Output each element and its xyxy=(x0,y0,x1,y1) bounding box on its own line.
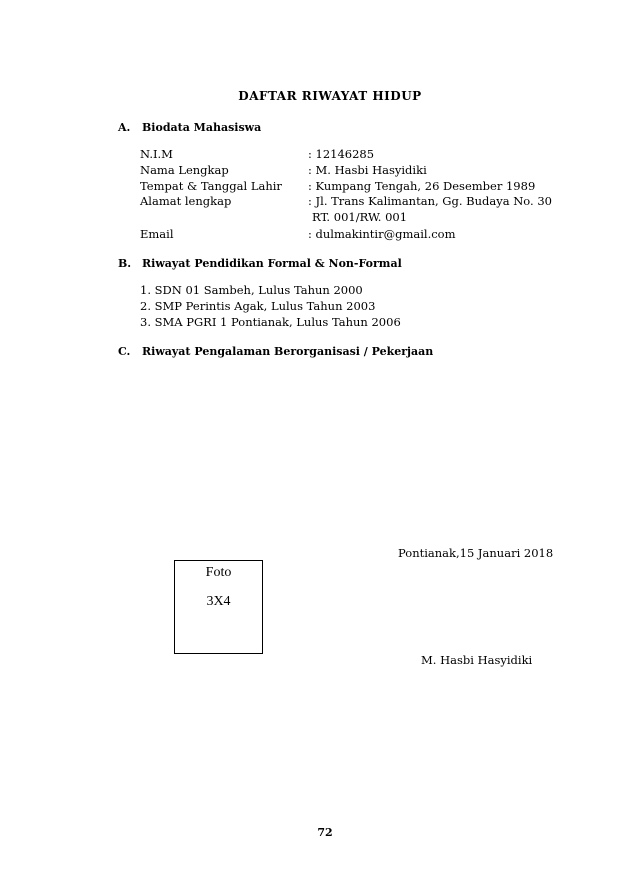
section-a-letter: A. xyxy=(118,121,131,134)
biodata-label: Alamat lengkap xyxy=(140,194,232,208)
document-title: DAFTAR RIWAYAT HIDUP xyxy=(238,89,422,103)
section-b-letter: B. xyxy=(118,257,132,270)
signature-place-date: Pontianak,15 Januari 2018 xyxy=(398,546,554,560)
signature-name: M. Hasbi Hasyidiki xyxy=(421,653,533,667)
biodata-row-email xyxy=(140,227,456,241)
biodata-row-alamat-cont xyxy=(140,210,407,224)
section-b-title: Riwayat Pendidikan Formal & Non-Formal xyxy=(142,257,402,270)
photo-size: 3X4 xyxy=(206,594,231,609)
biodata-value: RT. 001/RW. 001 xyxy=(312,210,408,224)
section-c-letter: C. xyxy=(118,345,131,358)
section-c-heading xyxy=(118,345,433,358)
photo-label: Foto xyxy=(205,565,232,580)
biodata-row-nama xyxy=(140,163,427,177)
section-a-title: Biodata Mahasiswa xyxy=(142,121,262,134)
biodata-row-nim xyxy=(140,147,374,161)
education-item: 3. SMA PGRI 1 Pontianak, Lulus Tahun 2006 xyxy=(140,315,401,329)
biodata-label: Email xyxy=(140,227,174,241)
biodata-row-ttl xyxy=(140,179,535,193)
section-a-heading xyxy=(118,121,261,134)
section-b-heading xyxy=(118,257,402,270)
biodata-label: Nama Lengkap xyxy=(140,163,229,177)
biodata-value: : Jl. Trans Kalimantan, Gg. Budaya No. 30 xyxy=(308,194,552,208)
biodata-row-alamat xyxy=(140,194,552,208)
biodata-value: : Kumpang Tengah, 26 Desember 1989 xyxy=(308,179,536,193)
biodata-label: Tempat & Tanggal Lahir xyxy=(140,179,282,193)
education-item: 1. SDN 01 Sambeh, Lulus Tahun 2000 xyxy=(140,283,363,297)
biodata-value: : 12146285 xyxy=(308,147,375,161)
biodata-value: : dulmakintir@gmail.com xyxy=(308,227,456,241)
page-number: 72 xyxy=(317,826,333,839)
photo-box xyxy=(174,560,263,654)
biodata-label: N.I.M xyxy=(140,147,173,161)
biodata-value: : M. Hasbi Hasyidiki xyxy=(308,163,427,177)
section-c-title: Riwayat Pengalaman Berorganisasi / Pekerjaan xyxy=(142,345,434,358)
education-item: 2. SMP Perintis Agak, Lulus Tahun 2003 xyxy=(140,299,376,313)
